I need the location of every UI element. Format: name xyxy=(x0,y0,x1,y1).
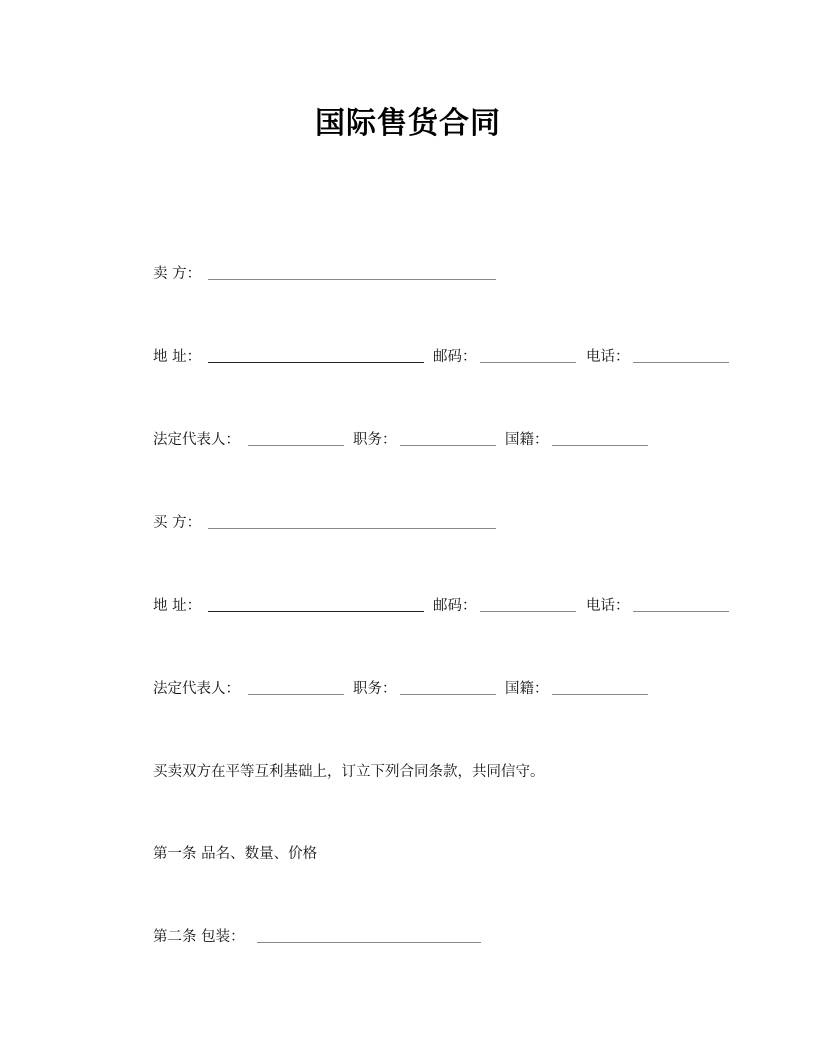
buyer-name-label: 买 方： xyxy=(153,515,202,531)
buyer-legal-rep-blank[interactable] xyxy=(248,694,344,695)
seller-address-label: 地 址： xyxy=(153,349,202,365)
article-2-label: 第二条 包装： xyxy=(153,929,245,945)
buyer-nationality-blank[interactable] xyxy=(552,694,648,695)
seller-postcode-blank[interactable] xyxy=(480,362,576,363)
seller-position-blank[interactable] xyxy=(400,445,496,446)
buyer-position-blank[interactable] xyxy=(400,694,496,695)
preamble-paragraph: 买卖双方在平等互利基础上，订立下列合同条款，共同信守。 xyxy=(153,764,545,780)
buyer-address-label: 地 址： xyxy=(153,598,202,614)
buyer-nationality-label: 国籍： xyxy=(505,681,549,697)
buyer-legal-rep-label: 法定代表人： xyxy=(153,681,240,697)
seller-phone-blank[interactable] xyxy=(633,362,729,363)
seller-nationality-label: 国籍： xyxy=(505,432,549,448)
seller-legal-rep-blank[interactable] xyxy=(248,445,344,446)
seller-postcode-label: 邮码： xyxy=(433,349,477,365)
seller-name-label: 卖 方： xyxy=(153,266,202,282)
buyer-name-blank[interactable] xyxy=(208,528,496,529)
seller-position-label: 职务： xyxy=(353,432,397,448)
buyer-postcode-blank[interactable] xyxy=(480,611,576,612)
buyer-phone-blank[interactable] xyxy=(633,611,729,612)
page-title: 国际售货合同 xyxy=(315,106,501,141)
seller-legal-rep-label: 法定代表人： xyxy=(153,432,240,448)
seller-phone-label: 电话： xyxy=(586,349,630,365)
buyer-address-blank[interactable] xyxy=(208,611,424,612)
buyer-position-label: 职务： xyxy=(353,681,397,697)
article-2-packaging-blank[interactable] xyxy=(257,942,481,943)
seller-address-blank[interactable] xyxy=(208,362,424,363)
seller-nationality-blank[interactable] xyxy=(552,445,648,446)
buyer-phone-label: 电话： xyxy=(586,598,630,614)
seller-name-blank[interactable] xyxy=(208,279,496,280)
buyer-postcode-label: 邮码： xyxy=(433,598,477,614)
article-1-heading: 第一条 品名、数量、价格 xyxy=(153,846,318,862)
